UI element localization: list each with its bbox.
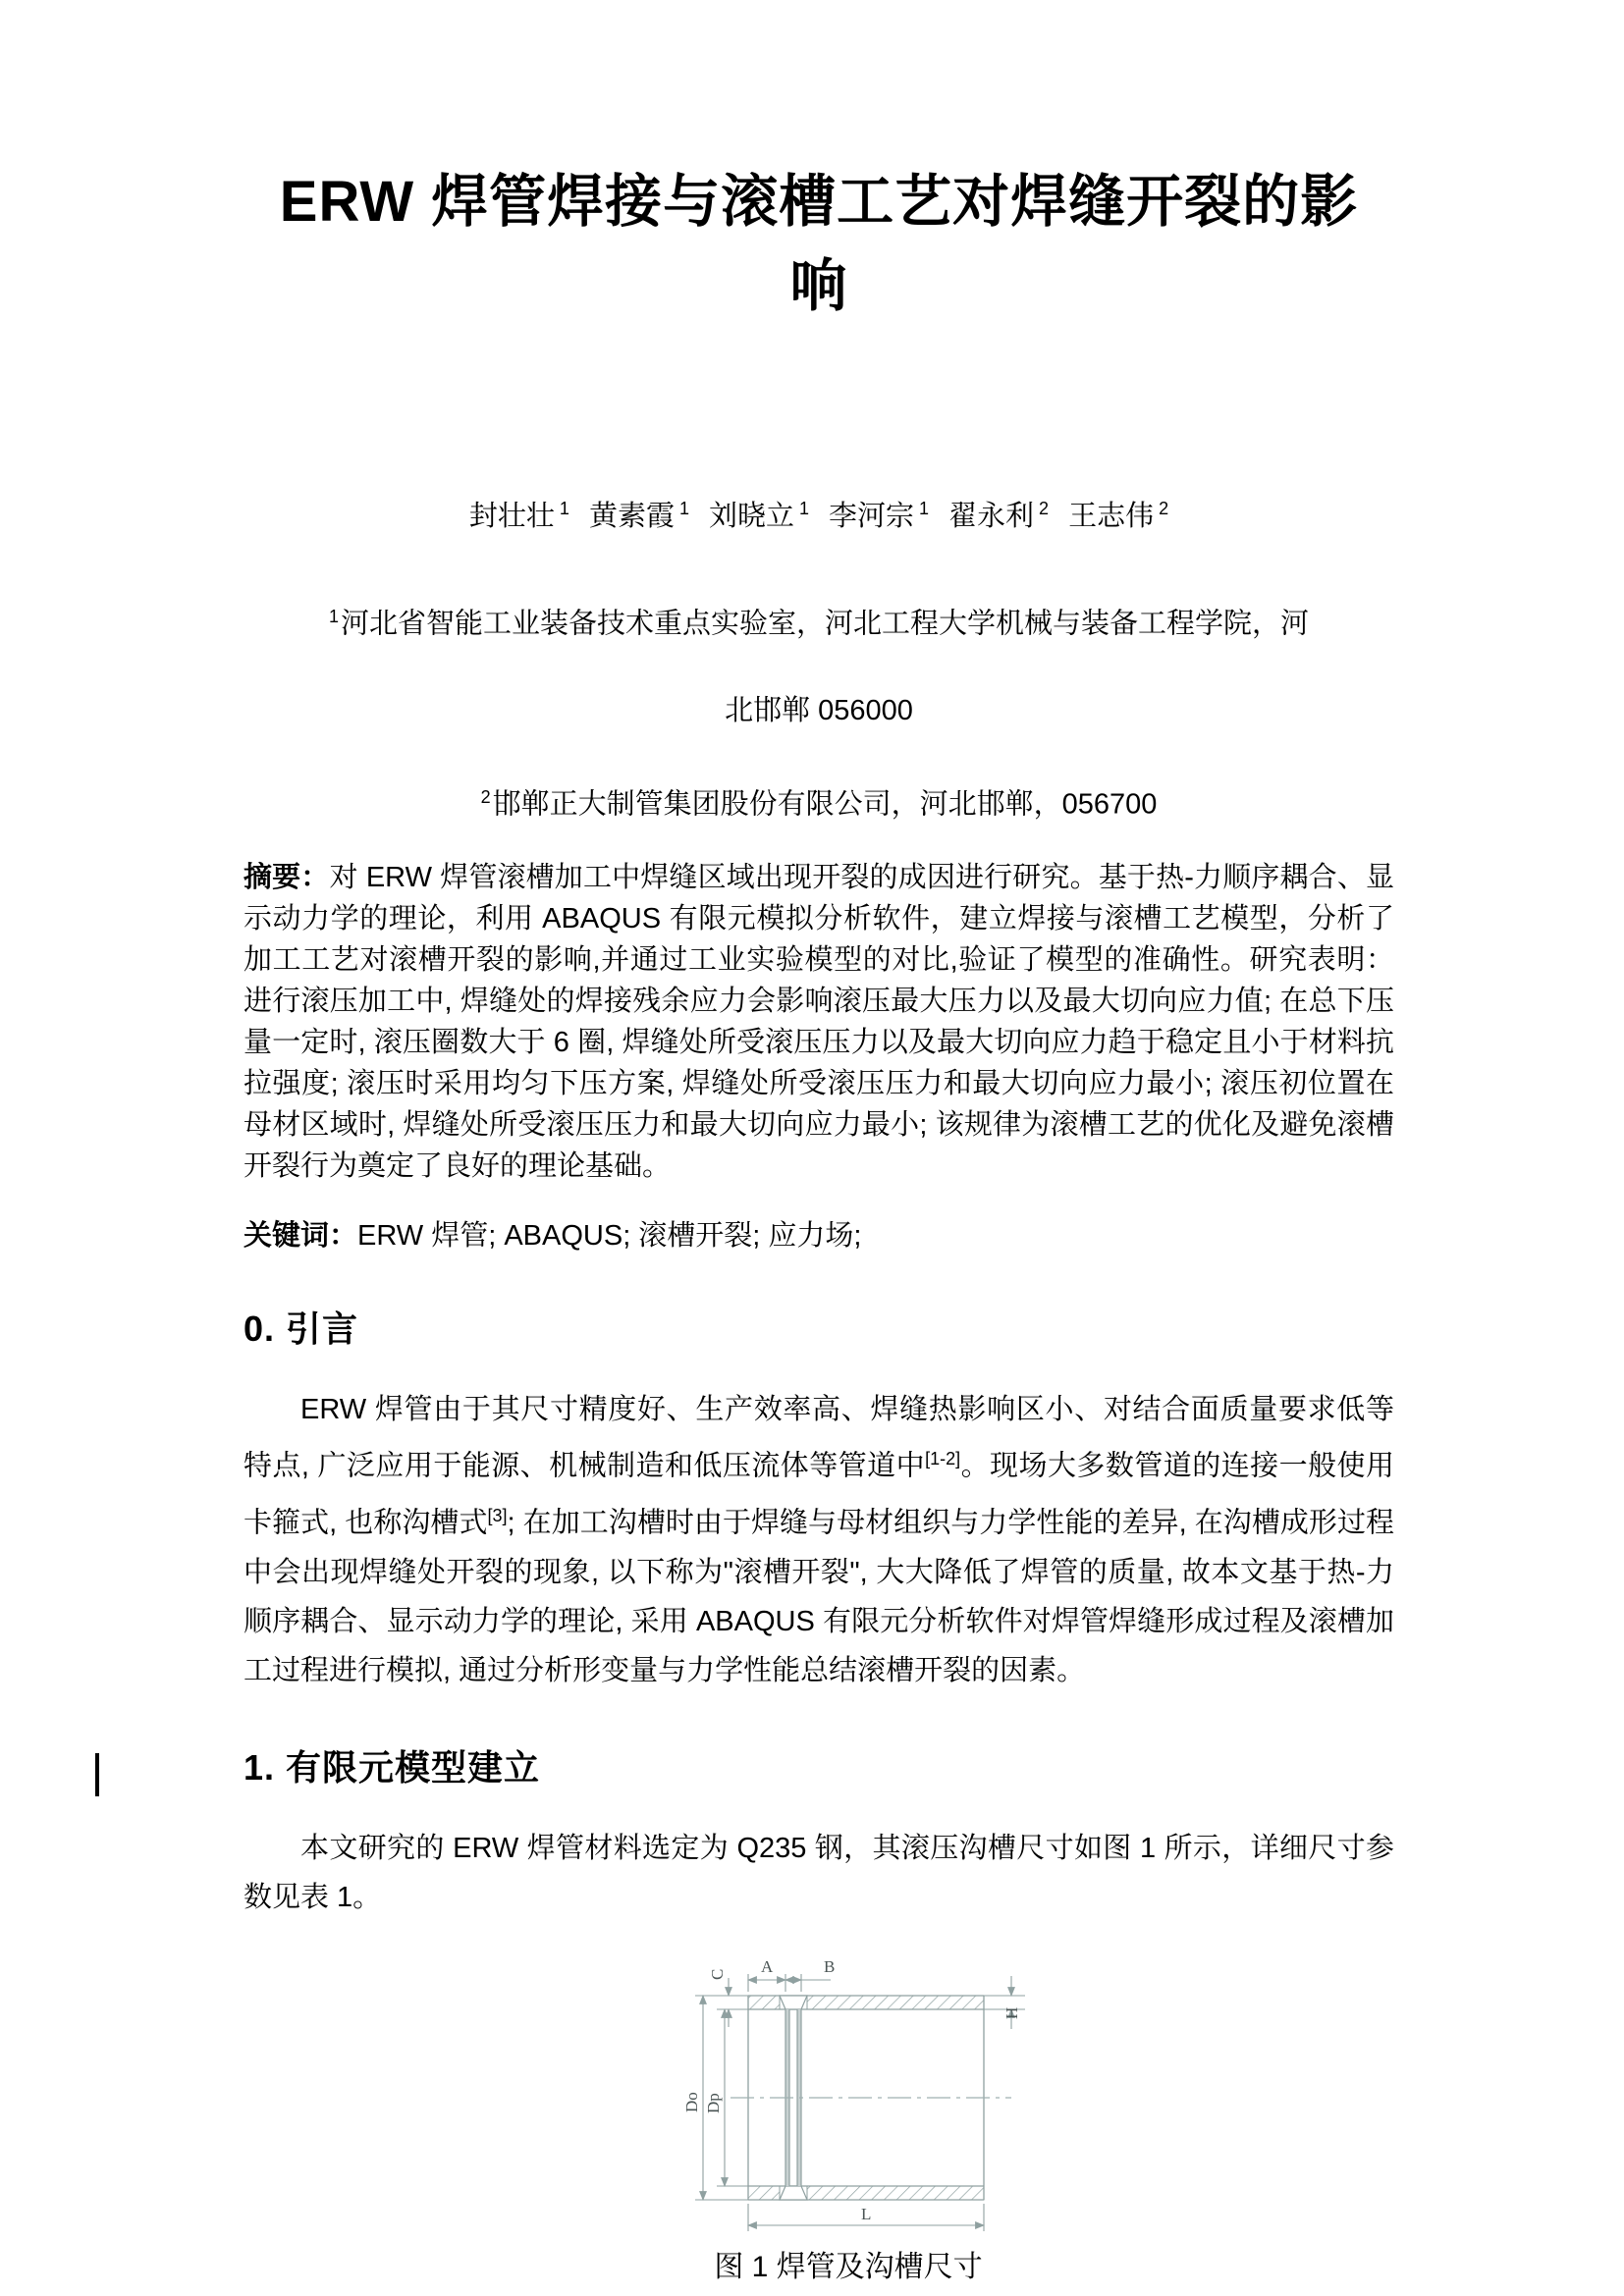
dim-label-Dp: Dp	[704, 2092, 723, 2113]
section-heading-0: 0. 引言	[244, 1308, 359, 1350]
keywords-text: ERW 焊管; ABAQUS; 滚槽开裂; 应力场;	[357, 1220, 862, 1253]
author-line	[244, 494, 1394, 534]
author-name: 翟永利	[948, 501, 1035, 532]
dim-label-L: L	[861, 2204, 872, 2223]
author-name: 封壮壮	[468, 501, 555, 532]
section-heading-1: 1. 有限元模型建立	[244, 1746, 541, 1788]
author-affiliation-mark: 1	[559, 499, 569, 519]
figure-1	[244, 1950, 1394, 2285]
dim-label-H: H	[1002, 2006, 1021, 2019]
author-affiliation-mark: 2	[1039, 499, 1050, 519]
dim-label-C: C	[708, 1968, 727, 1980]
page-content	[0, 160, 1624, 2285]
author	[469, 501, 569, 532]
author-name: 王志伟	[1068, 501, 1155, 532]
dim-label-A: A	[761, 1956, 774, 1976]
citation-ref-1-2: [1-2]	[925, 1449, 961, 1469]
affiliation-text: 邯郸正大制管集团股份有限公司，河北邯郸，056700	[492, 788, 1158, 821]
abstract-text: 对 ERW 焊管滚槽加工中焊缝区域出现开裂的成因进行研究。基于热-力顺序耦合、显示动力学的理论，利用 ABAQUS 有限元模拟分析软件，建立焊接与滚槽工艺模型，分析了加工工艺对滚槽开裂的影响,并通过工业实验模型的对比,验证了模型的准确性。研究表明：进行滚压加工中, 焊缝处的焊接残余应力会影响滚压最大压力以及最大切向应力值; 在总下压量一定时, 滚压圈数大于 6 圈, 焊缝处所受滚压压力以及最大切向应力趋于稳定且小于材料抗拉强度; 滚压时采用均匀下压方案, 焊缝处所受滚压压力和最大切向应力最小; 滚压初位置在母材区域时, 焊缝处所受滚压压力和最大切向应力最小; 该规律为滚槽工艺的优化及避免滚槽开裂行为奠定了良好的理论基础。	[244, 862, 1394, 1183]
paper-title: ERW 焊管焊接与滚槽工艺对焊缝开裂的影响	[279, 170, 1359, 318]
citation-ref-3: [3]	[487, 1505, 508, 1525]
author	[589, 501, 689, 532]
author-name: 李河宗	[829, 501, 915, 532]
abstract-label: 摘要：	[244, 862, 330, 894]
author	[709, 501, 809, 532]
author-affiliation-mark: 1	[798, 499, 809, 519]
affiliation-text: 北邯郸 056000	[725, 694, 913, 726]
figure-1-caption: 图 1 焊管及沟槽尺寸	[714, 2250, 983, 2283]
intro-text: 。现场大多数管道的连接一般使用卡箍式, 也称沟槽式	[244, 1450, 1394, 1539]
author-affiliation-mark: 1	[678, 499, 689, 519]
author	[1068, 501, 1168, 532]
author-affiliation-mark: 2	[1159, 499, 1169, 519]
affiliations	[244, 573, 1394, 847]
pipe-groove-diagram	[616, 1950, 1077, 2235]
dimension-B	[785, 1974, 831, 1992]
affiliation-text: 河北省智能工业装备技术重点实验室，河北工程大学机械与装备工程学院，河	[341, 608, 1310, 640]
author	[829, 501, 929, 532]
introduction-paragraph	[244, 1385, 1394, 1694]
author-affiliation-mark: 1	[919, 499, 930, 519]
affiliation-1-line-2	[244, 667, 1394, 754]
author	[948, 501, 1049, 532]
abstract-paragraph	[244, 857, 1394, 1187]
dimension-H	[984, 1976, 1025, 2029]
dimension-A	[748, 1974, 785, 1992]
affiliation-1-line-1	[244, 573, 1394, 667]
keywords-label: 关键词：	[244, 1220, 358, 1253]
author-name: 黄素霞	[588, 501, 675, 532]
dim-label-Do: Do	[682, 2091, 701, 2112]
intro-text: ERW 焊管由于其尺寸精度好、生产效率高、焊缝热影响区小、对结合面质量要求低等特点, 广泛应用于能源、机械制造和低压流体等管道中	[244, 1394, 1394, 1482]
author-name: 刘晓立	[708, 501, 794, 532]
intro-text: ; 在加工沟槽时由于焊缝与母材组织与力学性能的差异, 在沟槽成形过程中会出现焊缝处开裂的现象, 以下称为"滚槽开裂", 大大降低了焊管的质量, 故本文基于热-力顺序耦合、显示动力学的理论, 采用 ABAQUS 有限元分析软件对焊管焊缝形成过程及滚槽加工过程进行模拟, 通过分析形变量与力学性能总结滚槽开裂的因素。	[244, 1507, 1394, 1686]
section-1-paragraph: 本文研究的 ERW 焊管材料选定为 Q235 钢，其滚压沟槽尺寸如图 1 所示，详细尺寸参数见表 1。	[244, 1832, 1394, 1913]
keywords-line	[244, 1215, 1394, 1256]
affiliation-mark: 1	[328, 607, 339, 626]
affiliation-2	[244, 754, 1394, 848]
dim-label-B: B	[824, 1956, 836, 1976]
revision-change-bar	[95, 1753, 99, 1796]
affiliation-mark: 2	[480, 786, 491, 807]
